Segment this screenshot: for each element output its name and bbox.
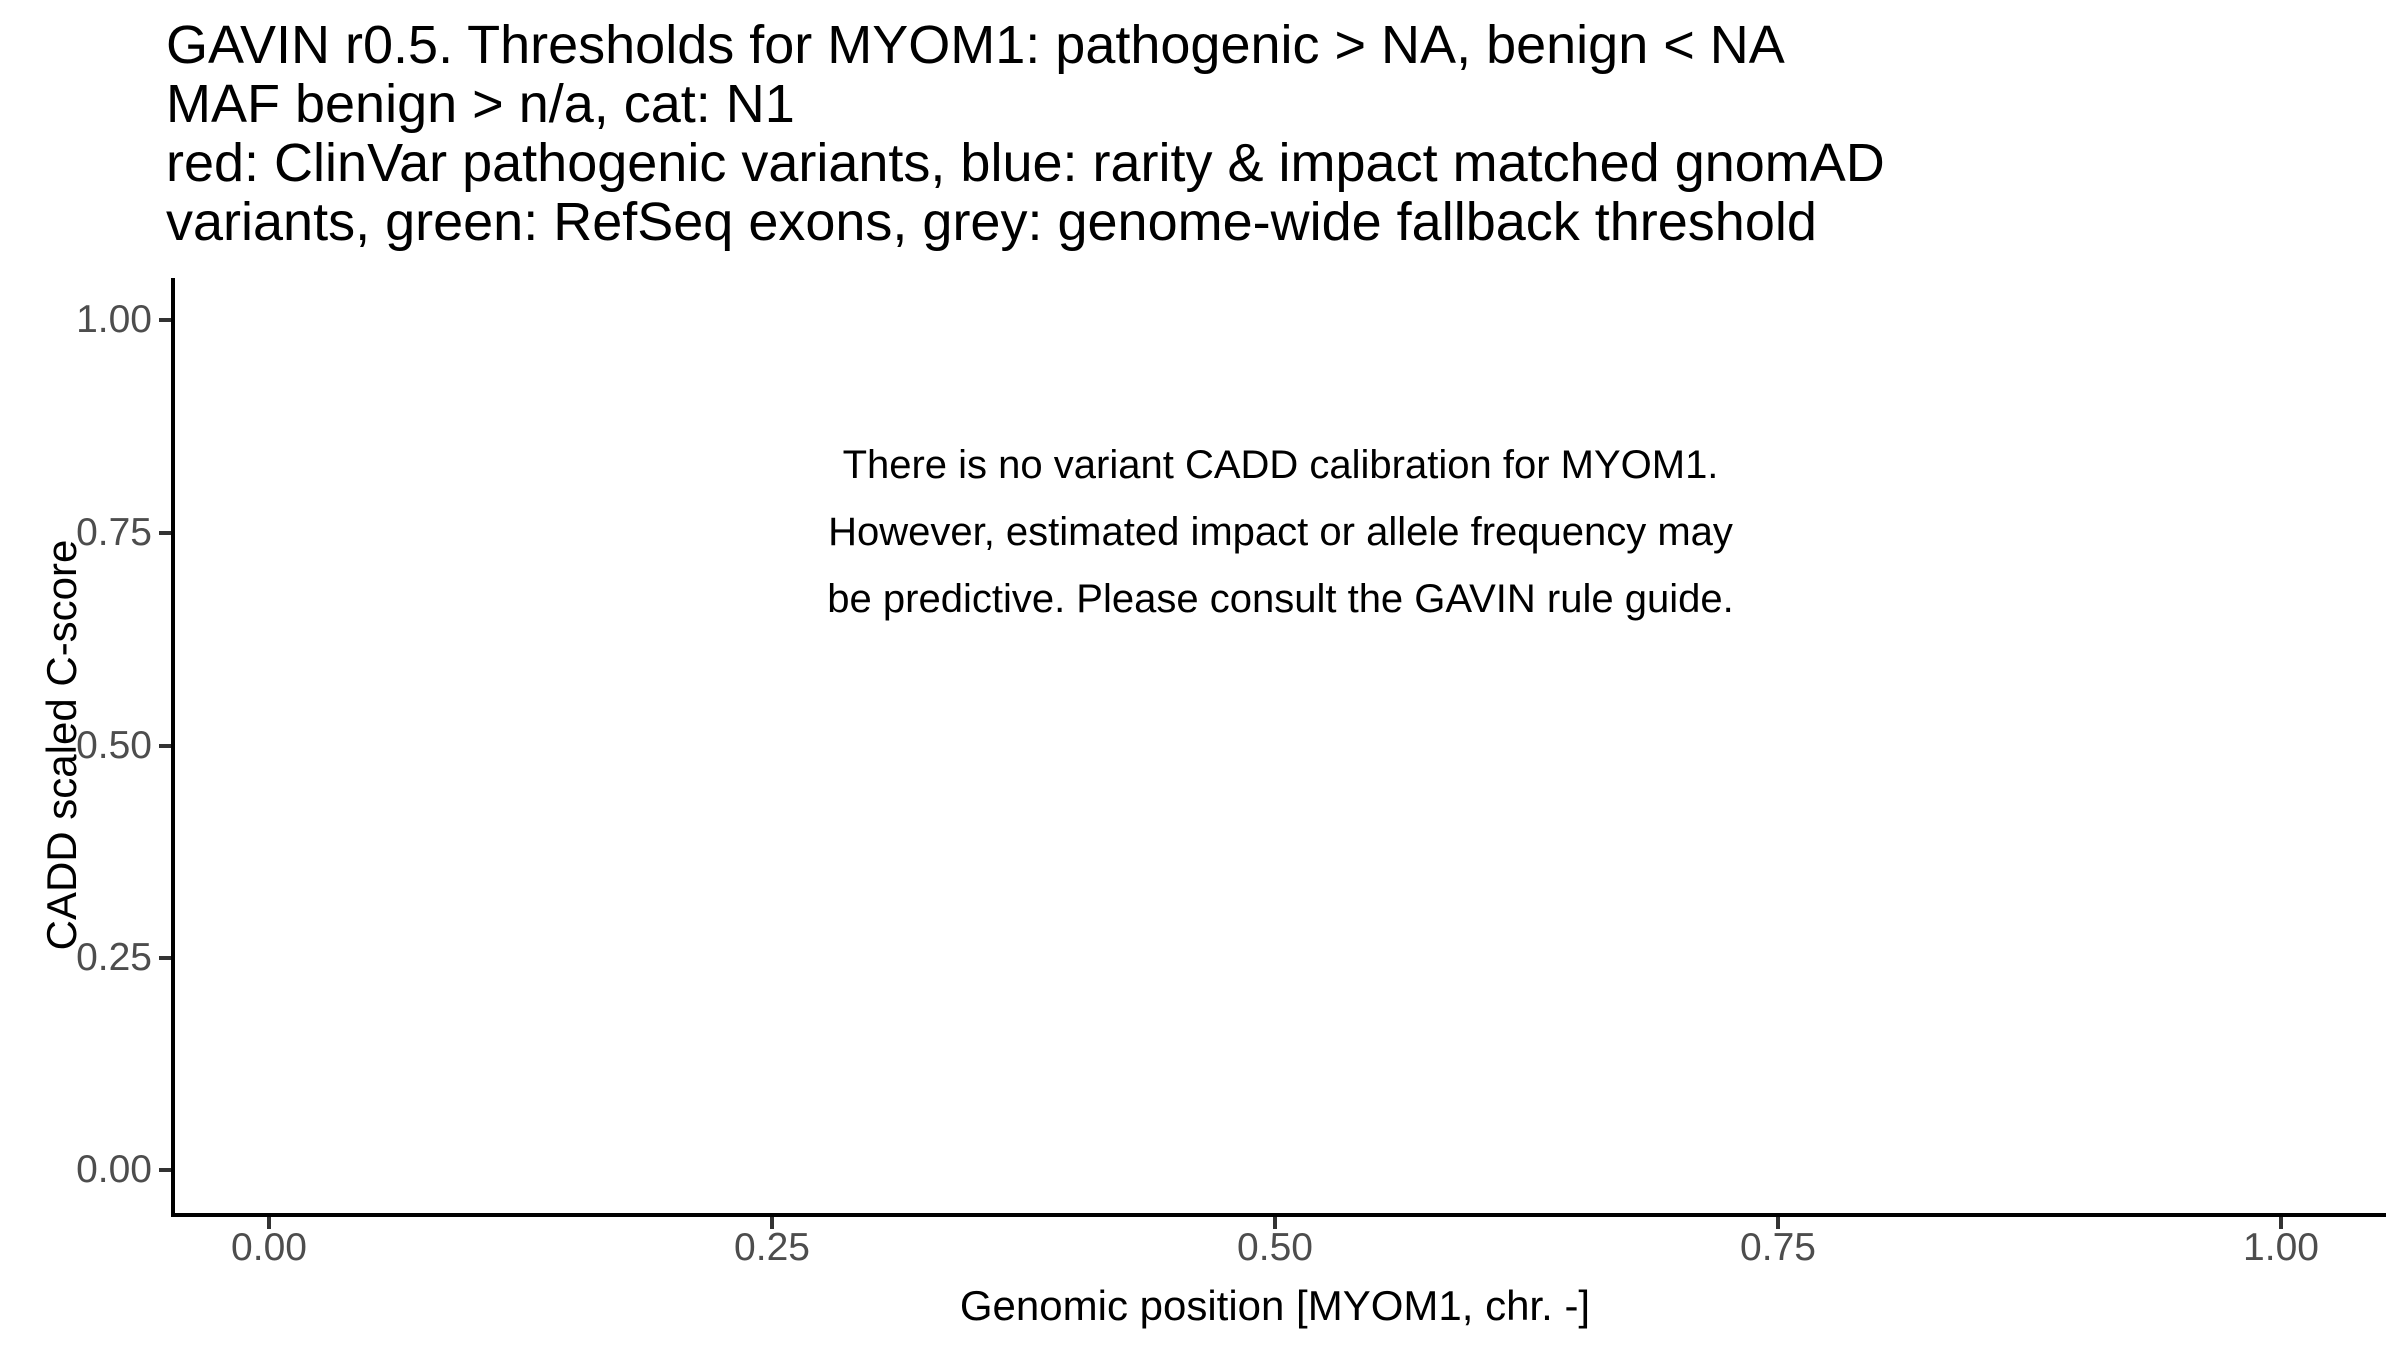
x-tick-label: 0.25 [734,1226,810,1269]
plot-title-line-3: red: ClinVar pathogenic variants, blue: rarity & impact matched gnomAD [166,133,1885,193]
y-axis-title: CADD scaled C-score [38,539,85,951]
x-tick-label: 0.75 [1740,1226,1816,1269]
y-tick-label: 1.00 [76,298,152,341]
annotation-line-2: However, estimated impact or allele frequency may [828,510,1733,554]
plot-title [166,16,1885,252]
y-tick-mark [159,1168,171,1172]
x-tick-label: 1.00 [2243,1226,2319,1269]
y-tick-label: 0.00 [76,1148,152,1191]
plot-panel [171,278,2386,1217]
no-calibration-annotation [175,432,2386,633]
y-tick-mark [159,744,171,748]
x-tick-label: 0.00 [231,1226,307,1269]
x-axis-title: Genomic position [MYOM1, chr. -] [959,1282,1591,1329]
plot-title-line-2: MAF benign > n/a, cat: N1 [166,74,795,134]
plot-title-line-1: GAVIN r0.5. Thresholds for MYOM1: pathogenic > NA, benign < NA [166,15,1785,75]
annotation-line-1: There is no variant CADD calibration for MYOM1. [842,443,1719,487]
x-tick-label: 0.50 [1237,1226,1313,1269]
plot-title-line-4: variants, green: RefSeq exons, grey: genome-wide fallback threshold [166,192,1817,252]
annotation-line-3: be predictive. Please consult the GAVIN rule guide. [827,577,1734,621]
y-tick-mark [159,318,171,322]
y-tick-label: 0.25 [76,936,152,979]
y-tick-mark [159,531,171,535]
y-tick-label: 0.50 [76,724,152,767]
y-tick-label: 0.75 [76,511,152,554]
y-tick-mark [159,956,171,960]
